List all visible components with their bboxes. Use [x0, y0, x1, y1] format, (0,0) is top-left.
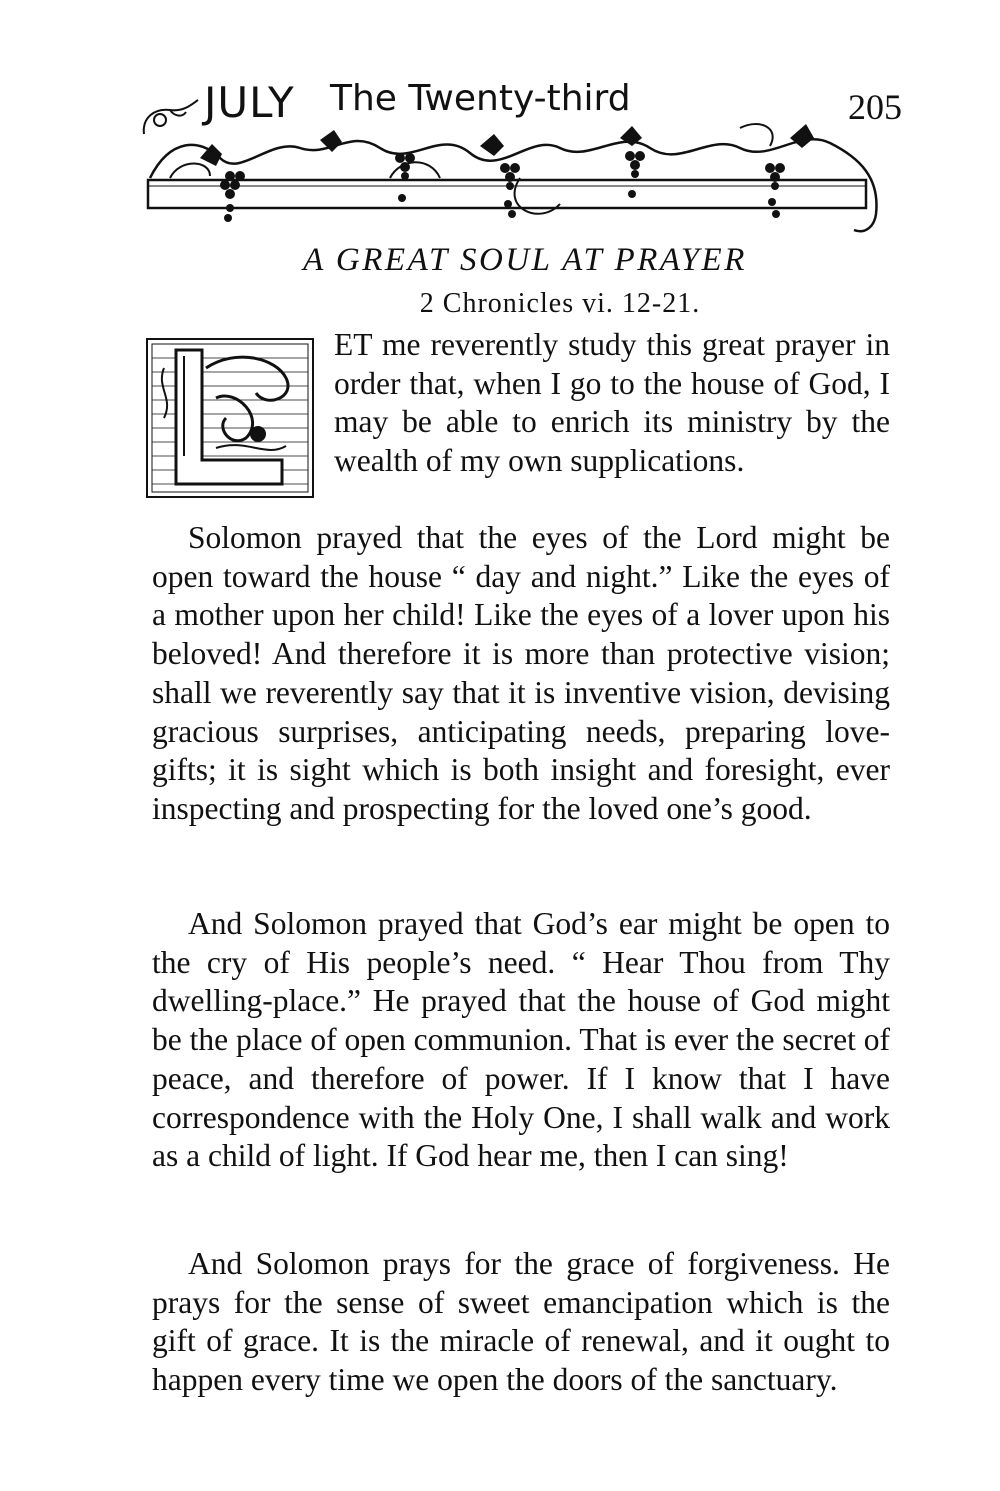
page-number: 205: [848, 87, 902, 127]
paragraph-1: ET me reverently study this great prayer in order that, when I go to the house of God, I may be able to enrich its ministry by the wealth of my own supplications.: [334, 327, 890, 479]
grapevine-ornament: [140, 118, 900, 238]
header-day: The Twenty-third: [330, 78, 631, 119]
paragraph-4: And Solomon prays for the grace of forgiveness. He prays for the sense of sweet emancipation which is the gift of grace. It is the miracle of renewal, and it ought to happen every time we open the doors of the sanctuary.: [152, 1246, 890, 1398]
paragraph-2: Solomon prayed that the eyes of the Lord might be open toward the house “ day and night.” Like the eyes of a mother upon her child! Like the eyes of a lover upon his beloved! And therefore it is more than protective vision; shall we reverently say that it is inventive vision, devising gracious surprises, anticipating needs, preparing love-gifts; it is sight which is both insight and foresight, ever inspecting and prospecting for the loved one’s good.: [152, 520, 890, 826]
header-month: JULY: [204, 78, 295, 127]
illuminated-drop-cap: [146, 338, 314, 498]
article-title: A GREAT SOUL AT PRAYER: [303, 242, 747, 278]
scripture-reference: 2 Chronicles vi. 12-21.: [419, 288, 701, 319]
paragraph-3: And Solomon prayed that God’s ear might be open to the cry of His people’s need. “ Hear Thou from Thy dwelling-place.” He prayed that the house of God might be the place of open communion. That is ever the secret of peace, and therefore of power. If I know that I have correspondence with the Holy One, I shall walk and work as a child of light. If God hear me, then I can sing!: [152, 906, 890, 1174]
